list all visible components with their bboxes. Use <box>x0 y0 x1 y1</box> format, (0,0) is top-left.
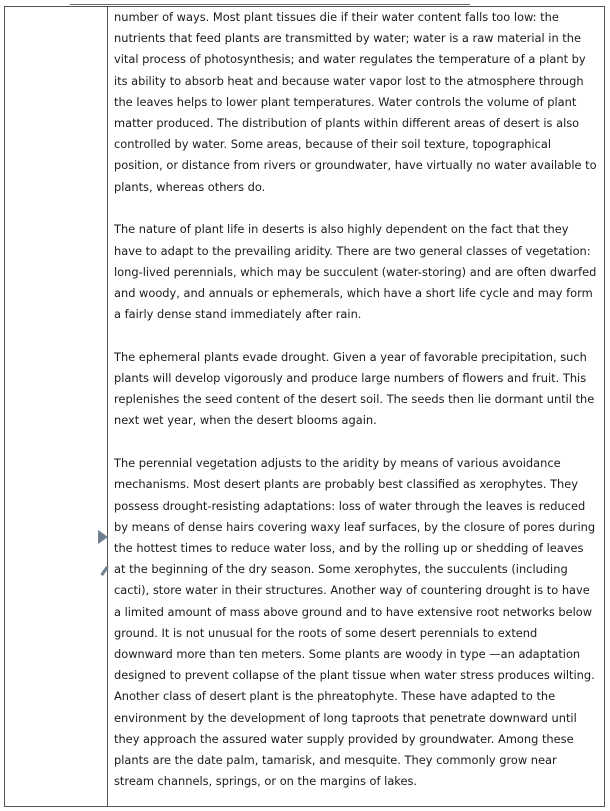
passage-text <box>114 7 598 811</box>
left-gutter-divider <box>107 6 108 807</box>
paragraph-3: The ephemeral plants evade drought. Given a year of favorable precipitation, such plants will develop vigorously and produce large numbers of flowers and fruit. This replenishes the seed content of the desert soil. The seeds then lie dormant until the next wet year, when the desert blooms again. <box>114 349 595 428</box>
paragraph-4: The perennial vegetation adjusts to the aridity by means of various avoidance mechanisms. Most desert plants are probably best classified as xerophytes. They possess drought-resisting adaptations: loss of water through the leaves is reduced by means of dense hairs covering waxy leaf surfaces, by the closure of pores during the hottest times to reduce water loss, and by the rolling up or shedding of leaves at the beginning of the dry season. Some xerophytes, the succulents (including cacti), store water in their structures. Another way of countering drought is to have a limited amount of mass above ground and to have extensive root networks below ground. It is not unusual for the roots of some desert perennials to extend downward more than ten meters. Some plants are woody in type —an adaptation designed to prevent collapse of the plant tissue when water stress produces wilting. Another class of desert plant is the phreatophyte. These have adapted to the environment by the development of long taproots that penetrate downward until they approach the assured water supply provided by groundwater. Among these plants are the date palm, tamarisk, and mesquite. They commonly grow near stream channels, springs, or on the margins of lakes. <box>114 456 596 789</box>
paragraph-2: The nature of plant life in deserts is also highly dependent on the fact that they have to adapt to the prevailing aridity. There are two general classes of vegetation: long-lived perennials, which may be succulent (water-storing) and are often dwarfed and woody, and annuals or ephemerals, which have a short life cycle and may form a fairly dense stand immediately after rain. <box>114 222 597 322</box>
arrow-left-icon[interactable] <box>98 530 108 544</box>
paragraph-1: number of ways. Most plant tissues die if their water content falls too low: the nutrients that feed plants are transmitted by water; water is a raw material in the vital process of photosynthesis; and water regulates the temperature of a plant by its ability to absorb heat and because water vapor lost to the atmosphere through the leaves helps to lower plant temperatures. Water controls the volume of plant matter produced. The distribution of plants within different areas of desert is also controlled by water. Some areas, because of their soil texture, topographical position, or distance from rivers or groundwater, have virtually no water available to plants, whereas others do. <box>114 10 597 194</box>
top-divider <box>70 4 470 5</box>
